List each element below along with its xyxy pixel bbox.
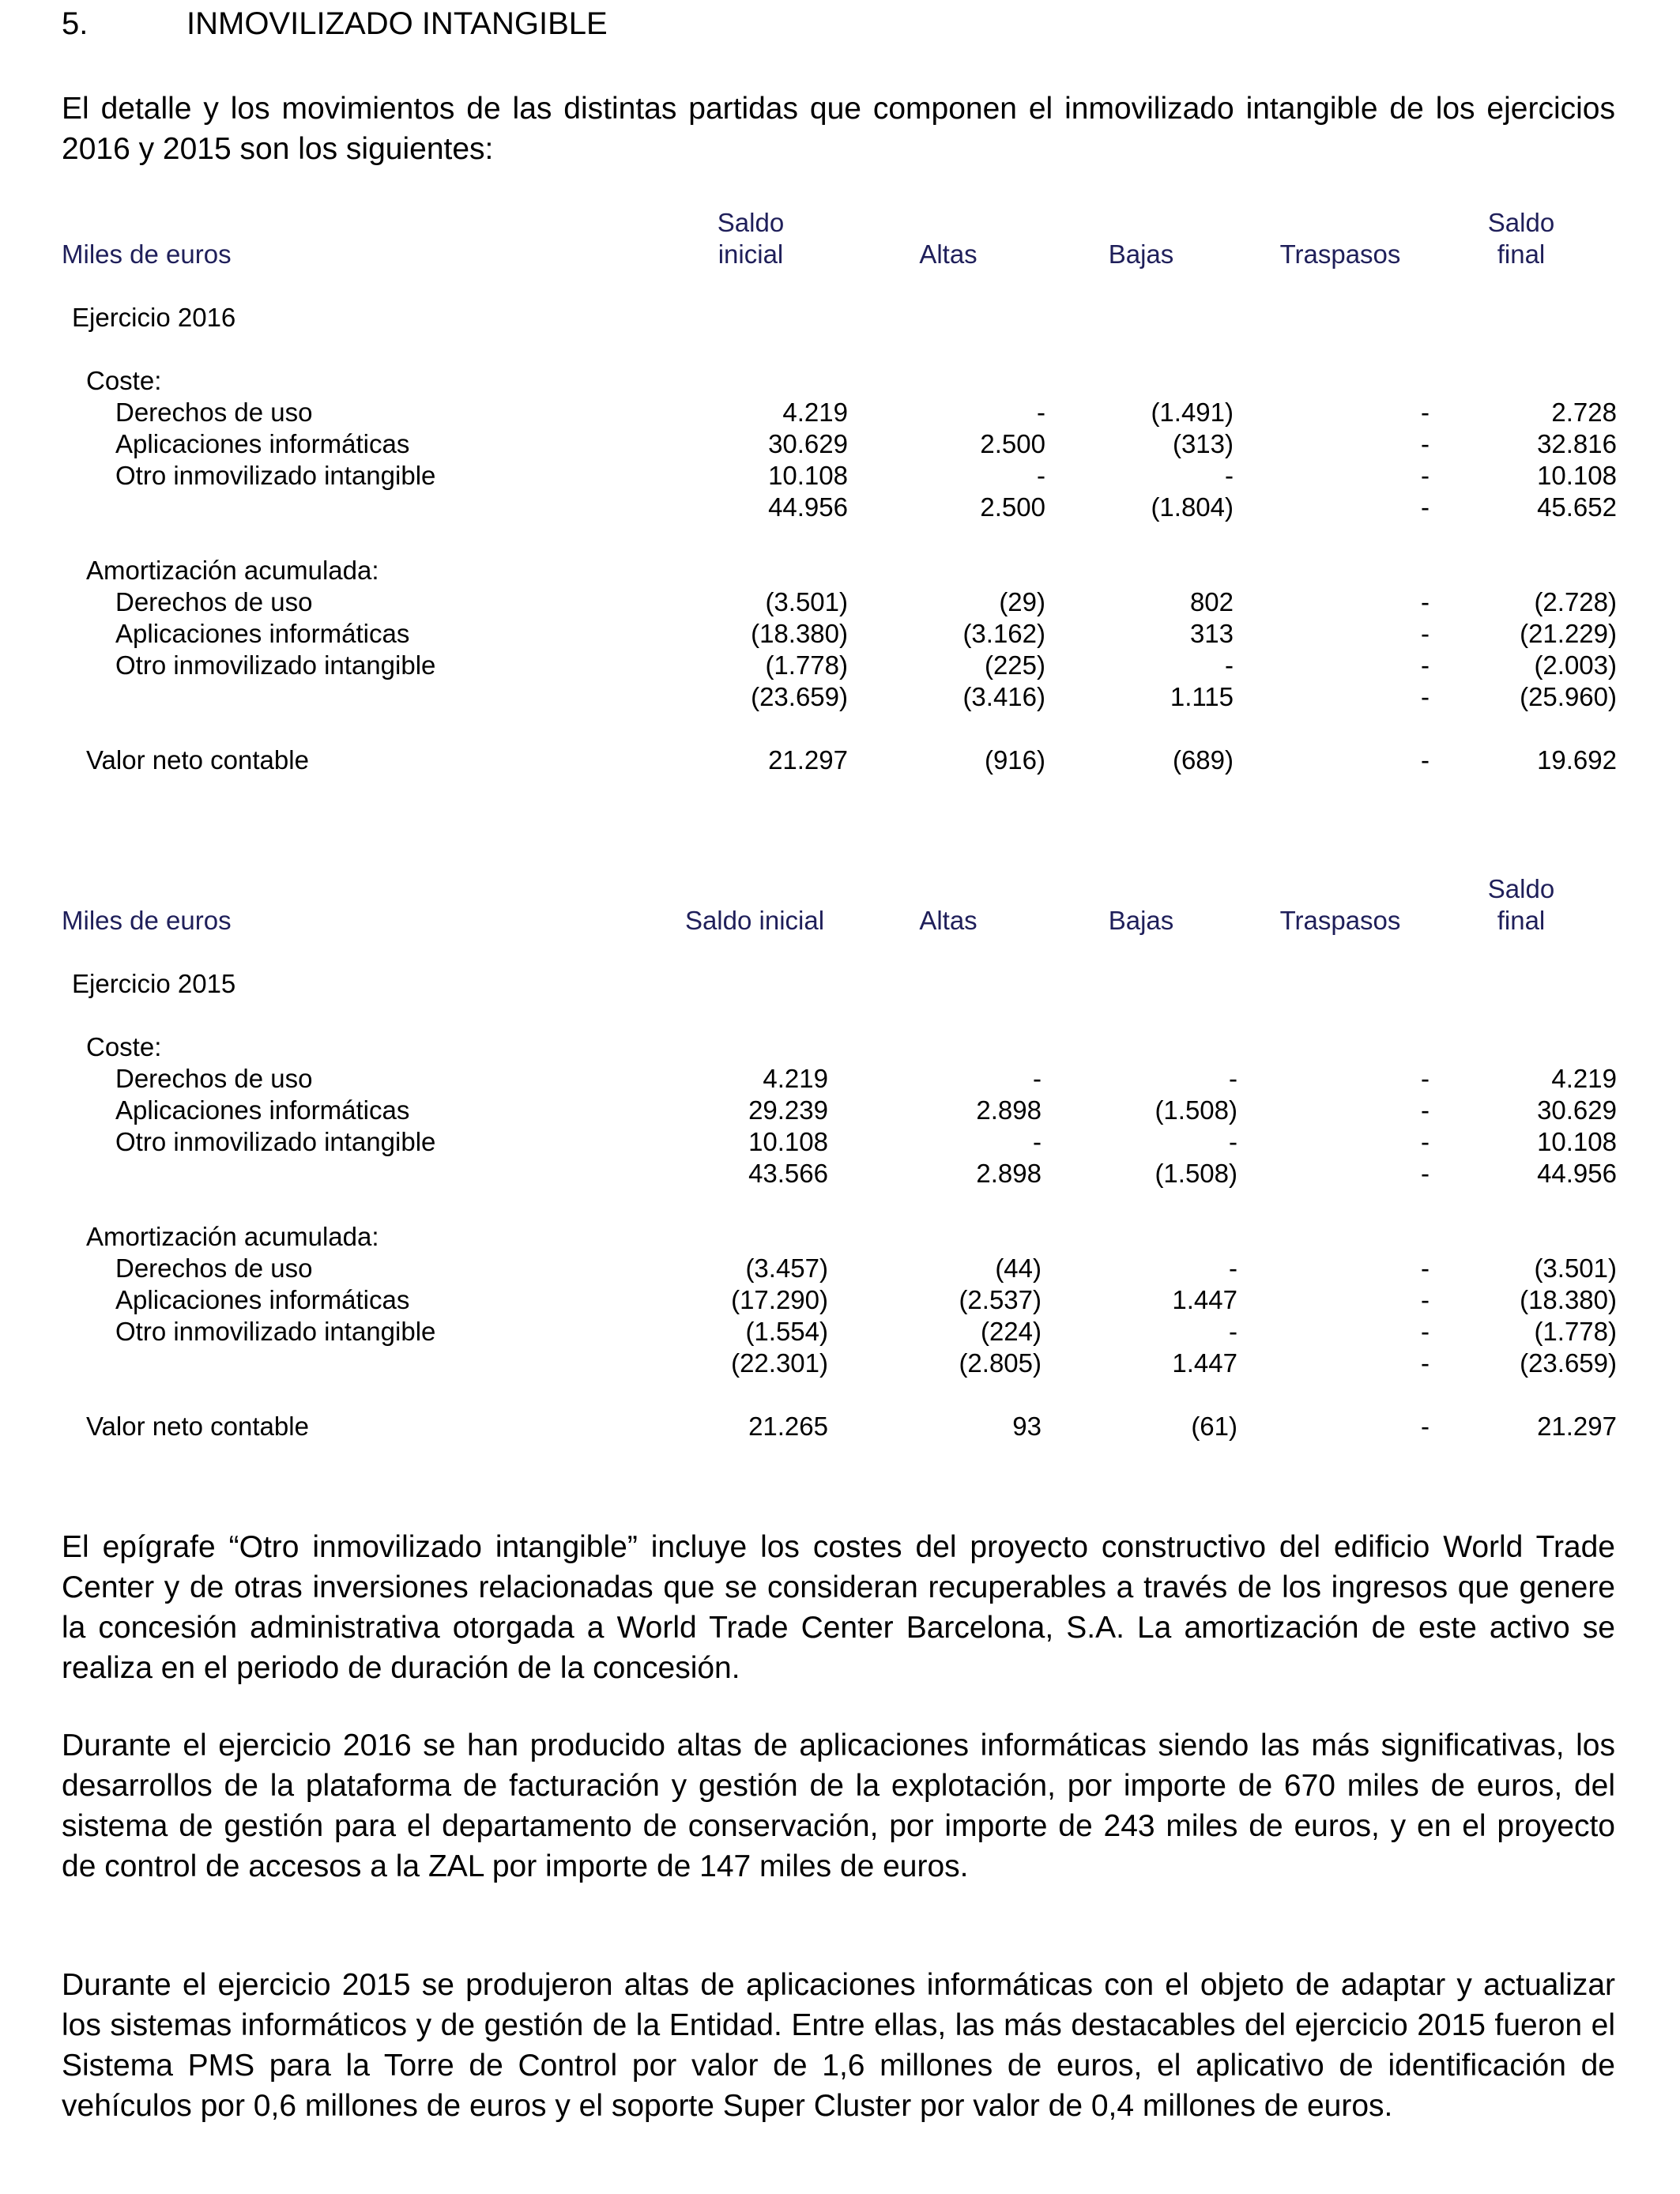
cell-saldo-inicial: 29.239 xyxy=(748,1095,828,1125)
header-saldo-inicial-line2: inicial xyxy=(718,239,784,269)
header-traspasos: Traspasos xyxy=(1279,906,1401,935)
cell-bajas: 1.447 xyxy=(1172,1348,1237,1378)
cell-bajas: (689) xyxy=(1172,745,1234,775)
section-title: INMOVILIZADO INTANGIBLE xyxy=(186,6,608,41)
cell-bajas: 313 xyxy=(1189,619,1234,648)
row-label: Valor neto contable xyxy=(86,745,309,775)
cell-saldo-inicial: 21.265 xyxy=(748,1412,828,1441)
cell-saldo-inicial: (23.659) xyxy=(751,682,848,711)
cell-saldo-final: 44.956 xyxy=(1537,1159,1617,1188)
cell-traspasos: - xyxy=(1421,587,1430,616)
cell-bajas: - xyxy=(1229,1253,1237,1283)
cell-traspasos: - xyxy=(1421,745,1430,775)
section-number: 5. xyxy=(62,6,89,41)
cell-saldo-inicial: 4.219 xyxy=(763,1064,828,1093)
cell-altas: 2.500 xyxy=(980,429,1045,458)
cell-saldo-inicial: (1.778) xyxy=(765,650,848,680)
cell-altas: (225) xyxy=(984,650,1045,680)
cell-saldo-inicial: 44.956 xyxy=(768,492,848,522)
paragraph-otro-inmovilizado: El epígrafe “Otro inmovilizado intangible” incluye los costes del proyecto constructivo del edificio World Trade Center y de otras inversiones relacionadas que se consideran recuperables a través de los ingresos que genere la concesión administrativa otorgada a World Trade Center Barcelona, S.A. La amortización de este activo se realiza en el periodo de duración de la concesión. xyxy=(62,1530,1615,1685)
cell-traspasos: - xyxy=(1421,1095,1430,1125)
header-saldo-inicial: Saldo inicial xyxy=(684,906,825,935)
cell-traspasos: - xyxy=(1421,461,1430,490)
cell-bajas: - xyxy=(1225,650,1234,680)
header-saldo-final-line1: Saldo xyxy=(1487,208,1555,237)
cell-altas: 2.898 xyxy=(976,1159,1042,1188)
cell-saldo-final: (25.960) xyxy=(1520,682,1617,711)
cell-saldo-final: 4.219 xyxy=(1551,1064,1617,1093)
header-saldo-final-line2: final xyxy=(1497,239,1546,269)
cell-traspasos: - xyxy=(1421,1285,1430,1314)
row-label: Otro inmovilizado intangible xyxy=(115,1127,436,1156)
cell-traspasos: - xyxy=(1421,429,1430,458)
cell-saldo-final: (3.501) xyxy=(1534,1253,1617,1283)
row-label: Derechos de uso xyxy=(115,398,313,427)
cell-traspasos: - xyxy=(1421,1127,1430,1156)
cell-traspasos: - xyxy=(1421,1348,1430,1378)
cell-altas: (3.416) xyxy=(962,682,1045,711)
cell-traspasos: - xyxy=(1421,1159,1430,1188)
cell-saldo-inicial: 10.108 xyxy=(768,461,848,490)
paragraph-ejercicio-2015: Durante el ejercicio 2015 se produjeron altas de aplicaciones informáticas con el objeto de adaptar y actualizar los sistemas informáticos y de gestión de la Entidad. Entre ellas, las más destacables del ejercicio 2015 fueron el Sistema PMS para la Torre de Control por valor de 1,6 millones de euros, el aplicativo de identificación de vehículos por 0,6 millones de euros y el soporte Super Cluster por valor de 0,4 millones de euros. xyxy=(62,1968,1615,2123)
paragraph-ejercicio-2016: Durante el ejercicio 2016 se han producido altas de aplicaciones informáticas siendo las más significativas, los desarrollos de la plataforma de facturación y gestión de la explotación, por importe de 670 miles de euros, del sistema de gestión para el departamento de conservación, por importe de 243 miles de euros, y en el proyecto de control de accesos a la ZAL por importe de 147 miles de euros. xyxy=(62,1728,1615,1883)
cell-altas: (2.537) xyxy=(959,1285,1042,1314)
cell-bajas: - xyxy=(1229,1317,1237,1346)
cell-saldo-final: 10.108 xyxy=(1537,461,1617,490)
cell-altas: 2.898 xyxy=(976,1095,1042,1125)
cell-altas: - xyxy=(1033,1127,1042,1156)
header-saldo-final-line1: Saldo xyxy=(1487,874,1555,903)
cell-altas: (224) xyxy=(980,1317,1042,1346)
header-altas: Altas xyxy=(919,239,977,269)
cell-altas: (916) xyxy=(984,745,1045,775)
header-saldo-inicial-line1: Saldo xyxy=(717,208,785,237)
cell-altas: - xyxy=(1037,461,1045,490)
cell-altas: 93 xyxy=(1012,1412,1042,1441)
cell-saldo-final: (2.728) xyxy=(1534,587,1617,616)
row-label: Otro inmovilizado intangible xyxy=(115,650,436,680)
cell-traspasos: - xyxy=(1421,650,1430,680)
cell-bajas: (1.491) xyxy=(1151,398,1234,427)
cell-bajas: 1.115 xyxy=(1170,682,1234,711)
cell-bajas: (1.508) xyxy=(1155,1095,1237,1125)
header-bajas: Bajas xyxy=(1108,906,1174,935)
row-label: Valor neto contable xyxy=(86,1412,309,1441)
coste-label: Coste: xyxy=(86,1032,162,1061)
cell-altas: (2.805) xyxy=(959,1348,1042,1378)
cell-traspasos: - xyxy=(1421,1412,1430,1441)
row-label: Aplicaciones informáticas xyxy=(115,429,410,458)
cell-bajas: - xyxy=(1229,1127,1237,1156)
units-label: Miles de euros xyxy=(62,906,232,935)
row-label: Aplicaciones informáticas xyxy=(115,1285,410,1314)
cell-traspasos: - xyxy=(1421,398,1430,427)
cell-traspasos: - xyxy=(1421,1064,1430,1093)
amortizacion-label: Amortización acumulada: xyxy=(86,556,379,585)
cell-bajas: 802 xyxy=(1189,587,1234,616)
cell-altas: (29) xyxy=(999,587,1045,616)
units-label: Miles de euros xyxy=(62,239,232,269)
cell-altas: (44) xyxy=(995,1253,1042,1283)
cell-saldo-inicial: 43.566 xyxy=(748,1159,828,1188)
cell-traspasos: - xyxy=(1421,1253,1430,1283)
year-label: Ejercicio 2016 xyxy=(72,303,236,332)
row-label: Otro inmovilizado intangible xyxy=(115,1317,436,1346)
cell-traspasos: - xyxy=(1421,619,1430,648)
cell-altas: 2.500 xyxy=(980,492,1045,522)
cell-saldo-final: (2.003) xyxy=(1534,650,1617,680)
cell-saldo-final: 2.728 xyxy=(1551,398,1617,427)
cell-saldo-final: 32.816 xyxy=(1537,429,1617,458)
cell-saldo-final: 21.297 xyxy=(1537,1412,1617,1441)
header-saldo-final-line2: final xyxy=(1497,906,1546,935)
cell-traspasos: - xyxy=(1421,682,1430,711)
cell-saldo-inicial: 4.219 xyxy=(782,398,848,427)
cell-bajas: - xyxy=(1225,461,1234,490)
coste-label: Coste: xyxy=(86,366,162,395)
cell-bajas: (313) xyxy=(1172,429,1234,458)
cell-altas: - xyxy=(1033,1064,1042,1093)
intro-paragraph: El detalle y los movimientos de las distintas partidas que componen el inmovilizado intangible de los ejercicios 2016 y 2015 son los siguientes: xyxy=(62,92,1615,166)
cell-saldo-inicial: 30.629 xyxy=(768,429,848,458)
cell-saldo-inicial: (17.290) xyxy=(731,1285,828,1314)
cell-saldo-final: 30.629 xyxy=(1537,1095,1617,1125)
cell-saldo-final: 45.652 xyxy=(1537,492,1617,522)
cell-saldo-inicial: (22.301) xyxy=(731,1348,828,1378)
cell-saldo-final: (23.659) xyxy=(1520,1348,1617,1378)
year-label: Ejercicio 2015 xyxy=(72,969,236,998)
header-bajas: Bajas xyxy=(1108,239,1174,269)
header-traspasos: Traspasos xyxy=(1279,239,1401,269)
cell-bajas: 1.447 xyxy=(1172,1285,1237,1314)
cell-altas: (3.162) xyxy=(962,619,1045,648)
row-label: Derechos de uso xyxy=(115,587,313,616)
row-label: Aplicaciones informáticas xyxy=(115,619,410,648)
row-label: Aplicaciones informáticas xyxy=(115,1095,410,1125)
cell-bajas: (61) xyxy=(1191,1412,1237,1441)
cell-altas: - xyxy=(1037,398,1045,427)
header-altas: Altas xyxy=(919,906,977,935)
row-label: Derechos de uso xyxy=(115,1253,313,1283)
cell-saldo-final: (21.229) xyxy=(1520,619,1617,648)
cell-saldo-final: 10.108 xyxy=(1537,1127,1617,1156)
cell-traspasos: - xyxy=(1421,1317,1430,1346)
cell-saldo-inicial: (3.501) xyxy=(765,587,848,616)
cell-saldo-inicial: (18.380) xyxy=(751,619,848,648)
cell-bajas: - xyxy=(1229,1064,1237,1093)
cell-saldo-inicial: (1.554) xyxy=(745,1317,828,1346)
row-label: Derechos de uso xyxy=(115,1064,313,1093)
cell-bajas: (1.804) xyxy=(1151,492,1234,522)
cell-bajas: (1.508) xyxy=(1155,1159,1237,1188)
cell-saldo-inicial: 10.108 xyxy=(748,1127,828,1156)
section-heading xyxy=(62,6,608,42)
cell-saldo-final: (1.778) xyxy=(1534,1317,1617,1346)
amortizacion-label: Amortización acumulada: xyxy=(86,1222,379,1251)
cell-saldo-inicial: 21.297 xyxy=(768,745,848,775)
row-label: Otro inmovilizado intangible xyxy=(115,461,436,490)
cell-saldo-inicial: (3.457) xyxy=(745,1253,828,1283)
cell-saldo-final: (18.380) xyxy=(1520,1285,1617,1314)
cell-saldo-final: 19.692 xyxy=(1537,745,1617,775)
cell-traspasos: - xyxy=(1421,492,1430,522)
